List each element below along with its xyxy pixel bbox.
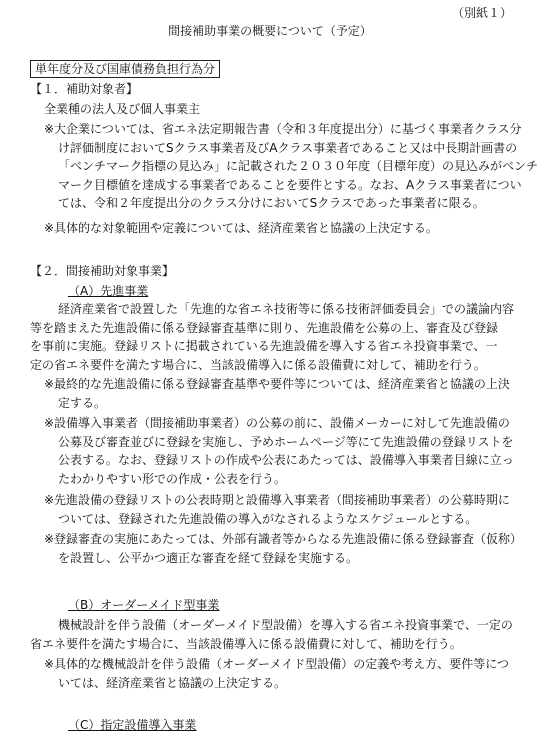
text-line: ※登録審査の実施にあたっては、外部有識者等からなる先進設備に係る登録審査（仮称） [44, 532, 523, 546]
subsection-a-note1 [44, 375, 510, 412]
text-line: いては、経済産業省と協議の上決定する。 [58, 675, 287, 690]
text-line: たわかりやすい形での作成・公表を行う。 [58, 471, 287, 486]
subsection-b-title: （B）オーダーメイド型事業 [68, 598, 220, 612]
subsection-b-body [30, 616, 513, 653]
text-line: を事前に実施。登録リストに掲載されている先進設備を導入する省エネ投資事業で、一 [30, 339, 498, 353]
text-line: ※設備導入事業者（間接補助事業者）の公募の前に、設備メーカーに対して先進設備の [44, 416, 510, 430]
text-line: ※最終的な先進設備に係る登録審査基準や要件等については、経済産業省と協議の上決 [44, 377, 510, 391]
subsection-b-note1 [44, 655, 509, 692]
section1-note1 [44, 120, 538, 213]
text-line: 定の省エネ要件を満たす場合に、当該設備導入に係る設備費に対して、補助を行う。 [30, 357, 486, 372]
text-line: 経済産業省で設置した「先進的な省エネ技術等に係る技術評価委員会」での議論内容 [58, 302, 515, 316]
subsection-a-note3 [44, 491, 510, 528]
text-line: 公募及び審査並びに登録を実施し、予めホームページ等にて先進設備の登録リストを [58, 434, 514, 449]
subsection-a-note2 [44, 414, 514, 488]
section1-lead: 全業種の法人及び個人事業主 [44, 102, 201, 116]
text-line: け評価制度においてSクラス事業者及びAクラス事業者であること又は中長期計画書の [58, 140, 518, 155]
page-title: 間接補助事業の概要について（予定） [168, 24, 372, 38]
section1-note2: ※具体的な対象範囲や定義については、経済産業省と協議の上決定する。 [44, 221, 438, 235]
subsection-c-title: （C）指定設備導入事業 [68, 718, 197, 732]
text-line: 等を踏まえた先進設備に係る登録審査基準に則り、先進設備を公募の上、審査及び登録 [30, 320, 499, 335]
text-line: 省エネ要件を満たす場合に、当該設備導入に係る設備費に対して、補助を行う。 [30, 636, 462, 651]
budget-label-box: 単年度分及び国庫債務負担行為分 [30, 60, 220, 78]
text-line: ついては、登録された先進設備の導入がなされるようなスケジュールとする。 [58, 511, 478, 526]
text-line: 「ベンチマーク指標の見込み」に記載された２０３０年度（目標年度）の見込みがベンチ [58, 159, 539, 173]
subsection-a-body [30, 300, 514, 374]
appendix-label: （別紙１） [451, 6, 512, 20]
subsection-a-title: （A）先進事業 [68, 284, 149, 298]
text-line: ※大企業については、省エネ法定期報告書（令和３年度提出分）に基づく事業者クラス分 [44, 122, 522, 136]
section1-heading: 【１．補助対象者】 [30, 82, 139, 96]
text-line: ※先進設備の登録リストの公表時期と設備導入事業者（間接補助事業者）の公募時期に [44, 493, 510, 507]
text-line: ※具体的な機械設計を伴う設備（オーダーメイド型設備）の定義や考え方、要件等につ [44, 657, 509, 671]
text-line: ては、令和２年度提出分のクラス分けにおいてSクラスであった事業者に限る。 [58, 196, 485, 210]
text-line: 機械設計を伴う設備（オーダーメイド型設備）を導入する省エネ投資事業で、一定の [58, 618, 513, 632]
text-line: 定する。 [58, 395, 107, 410]
text-line: マーク目標値を達成する事業者であることを要件とする。なお、Aクラス事業者につい [58, 177, 522, 192]
subsection-a-note4 [44, 530, 522, 567]
section2-heading: 【２．間接補助対象事業】 [30, 264, 175, 278]
text-line: を設置し、公平かつ適正な審査を経て登録を実施する。 [58, 550, 359, 565]
text-line: 公表する。なお、登録リストの作成や公表にあたっては、設備導入事業者目線に立っ [58, 453, 514, 467]
